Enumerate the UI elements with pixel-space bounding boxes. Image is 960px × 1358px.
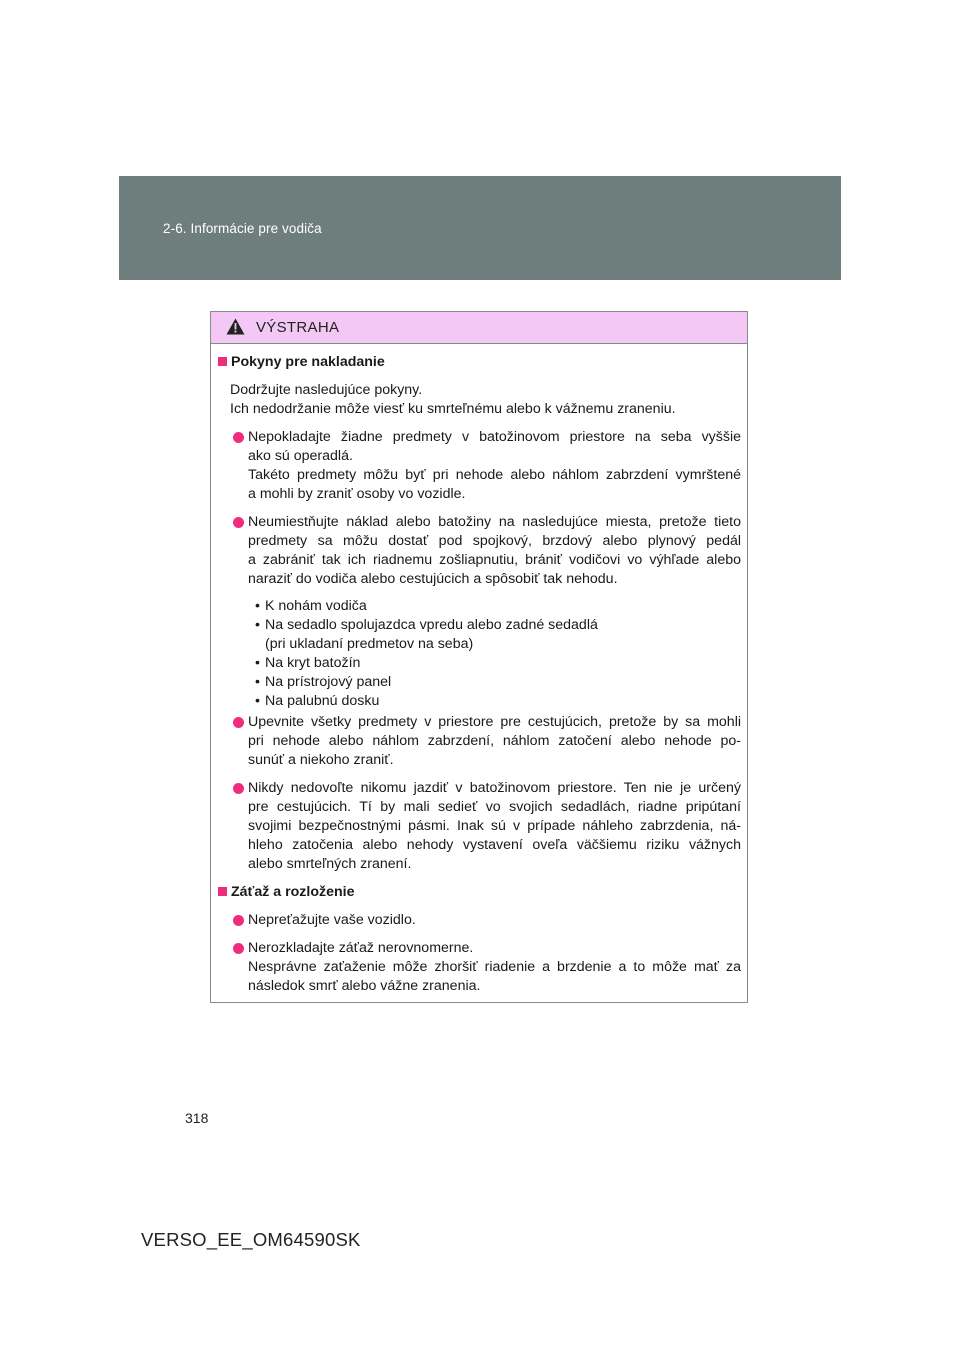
list-item <box>255 692 741 711</box>
text-line: Ich nedodržanie môže viesť ku smrteľnému alebo k vážnemu zraneniu. <box>230 401 676 417</box>
text-line: Nepokladajte žiadne predmety v batožinovom priestore na seba vyššie <box>248 429 741 445</box>
round-bullet-icon <box>233 717 244 728</box>
bullet-item <box>218 713 741 770</box>
list-item <box>255 616 741 654</box>
list-item <box>255 654 741 673</box>
round-bullet-icon <box>233 915 244 926</box>
text-line: Neumiestňujte náklad alebo batožiny na nasledujúce miesta, pretože tieto <box>248 514 741 530</box>
bullet-item <box>218 779 741 874</box>
round-bullet-icon <box>233 783 244 794</box>
footer-document-code: VERSO_EE_OM64590SK <box>141 1229 361 1250</box>
text-line: Nesprávne zaťaženie môže zhoršiť riadenie a brzdenie a to môže mať za <box>248 959 741 975</box>
page-number: 318 <box>185 1110 209 1126</box>
text-line: svojimi bezpečnostnými pásmi. Inak sú v prípade náhleho zabrzdenia, ná- <box>248 818 741 834</box>
list-item <box>255 597 741 616</box>
text-line: Takéto predmety môžu byť pri nehode alebo náhlom zabrzdení vymrštené <box>248 467 741 483</box>
round-bullet-icon <box>233 517 244 528</box>
dot-bullet: • <box>255 617 260 633</box>
dot-bullet: • <box>255 598 260 614</box>
warning-header <box>211 312 747 344</box>
heading-text: Záťaž a rozloženie <box>231 884 355 900</box>
text-line: pri nehode alebo náhlom zabrzdení, náhlom zatočení alebo nehode po- <box>248 733 741 749</box>
text-line: alebo smrteľných zranení. <box>248 856 412 872</box>
list-item-text: Na kryt batožín <box>265 655 361 671</box>
text-line: Dodržujte nasledujúce pokyny. <box>230 382 423 398</box>
text-line: a zabrániť tak ich riadnemu zošliapnutiu, brániť vodičovi vo výhľade alebo <box>248 552 741 568</box>
list-item-text: K nohám vodiča <box>265 598 367 614</box>
list-item-text: Na prístrojový panel <box>265 674 392 690</box>
round-bullet-icon <box>233 432 244 443</box>
text-line: Nerozkladajte záťaž nerovnomerne. <box>248 940 474 956</box>
text-line: predmety sa môžu dostať pod spojkový, brzdový alebo plynový pedál <box>248 533 741 549</box>
section-heading <box>218 883 741 902</box>
list-item <box>255 673 741 692</box>
heading-text: Pokyny pre nakladanie <box>231 354 385 370</box>
bullet-item <box>218 513 741 589</box>
text-line: Nepreťažujte vaše vozidlo. <box>248 912 416 928</box>
text-line: sunúť a niekoho zraniť. <box>248 752 394 768</box>
text-line: hleho zatočenia alebo nehody vystavení oveľa väčšiemu riziku vážnych <box>248 837 741 853</box>
bullet-item <box>218 428 741 504</box>
dot-bullet: • <box>255 674 260 690</box>
warning-triangle-icon <box>226 318 245 335</box>
section-heading <box>218 353 741 372</box>
text-line: následok smrť alebo vážne zranenia. <box>248 978 481 994</box>
intro-paragraph <box>218 381 741 419</box>
warning-box <box>210 311 748 1003</box>
dot-bullet: • <box>255 693 260 709</box>
location-list <box>218 597 741 711</box>
square-bullet-icon <box>218 887 227 896</box>
section-title: 2-6. Informácie pre vodiča <box>163 221 322 236</box>
square-bullet-icon <box>218 357 227 366</box>
text-line: a mohli by zraniť osoby vo vozidle. <box>248 486 466 502</box>
list-item-text: Na sedadlo spolujazdca vpredu alebo zadné sedadlá <box>265 617 598 633</box>
warning-title: VÝSTRAHA <box>256 319 340 336</box>
text-line: Upevnite všetky predmety v priestore pre cestujúcich, pretože by sa mohli <box>248 714 741 730</box>
list-item-continuation: (pri ukladaní predmetov na seba) <box>265 636 474 652</box>
text-line: pre cestujúcich. Tí by mali sedieť vo svojich sedadlách, riadne pripútaní <box>248 799 741 815</box>
list-item-text: Na palubnú dosku <box>265 693 380 709</box>
warning-body <box>211 344 747 996</box>
header-band <box>119 176 841 280</box>
round-bullet-icon <box>233 943 244 954</box>
bullet-item <box>218 911 741 930</box>
text-line: ako sú operadlá. <box>248 448 353 464</box>
dot-bullet: • <box>255 655 260 671</box>
text-line: Nikdy nedovoľte nikomu jazdiť v batožinovom priestore. Ten nie je určený <box>248 780 741 796</box>
text-line: naraziť do vodiča alebo cestujúcich a spôsobiť tak nehodu. <box>248 571 618 587</box>
bullet-item <box>218 939 741 996</box>
